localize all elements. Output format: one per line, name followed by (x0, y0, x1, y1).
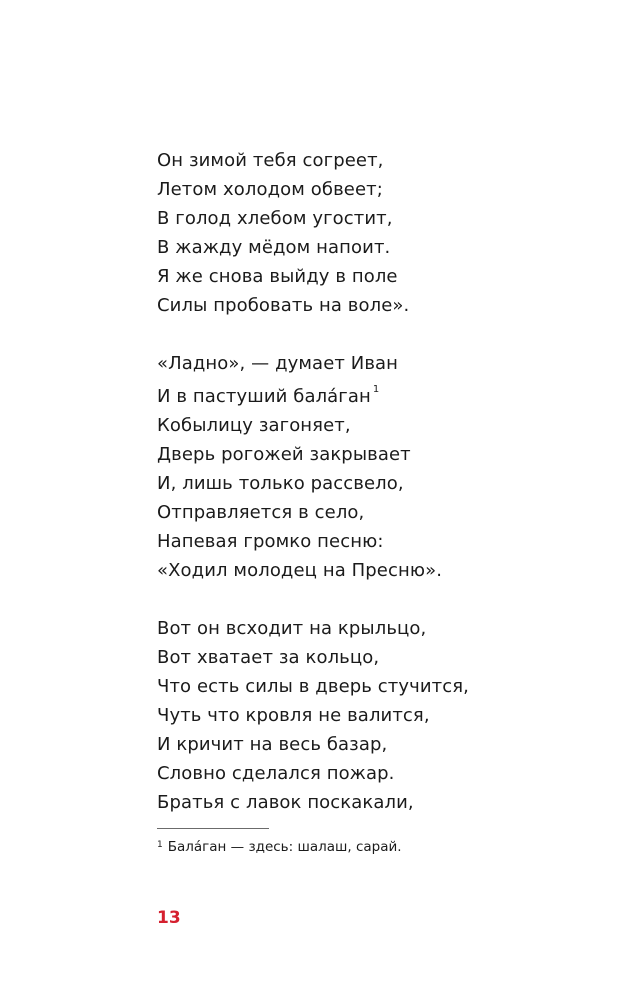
poem-line: «Ходил молодец на Пресню». (157, 560, 443, 581)
poem-line: Кобылицу загоняет, (157, 415, 351, 436)
poem-line: Вот он всходит на крыльцо, (157, 618, 427, 639)
poem-line: Напевая громко песню: (157, 531, 384, 552)
poem-line-with-footnote (157, 378, 597, 411)
footnote-divider (157, 828, 269, 829)
poem-line: Чуть что кровля не валится, (157, 705, 430, 726)
stanza-3 (157, 614, 597, 817)
poem-line: Летом холодом обвеет; (157, 179, 383, 200)
page-number: 13 (157, 908, 181, 928)
poem-line: Братья с лавок поскакали, (157, 792, 414, 813)
footnote-text: Бала́ган — здесь: шалаш, сарай. (167, 839, 402, 855)
poem-line: И кричит на весь базар, (157, 734, 388, 755)
footnote-mark: 1 (157, 840, 163, 850)
poem-line: Что есть силы в дверь стучится, (157, 676, 469, 697)
poem-line: Отправляется в село, (157, 502, 365, 523)
stanza-1 (157, 146, 597, 320)
poem-line: Дверь рогожей закрывает (157, 444, 411, 465)
poem-line: Я же снова выйду в поле (157, 266, 398, 287)
poem-line: И, лишь только рассвело, (157, 473, 404, 494)
poem-text (157, 146, 597, 817)
footnote (157, 837, 402, 859)
poem-line: Силы пробовать на воле». (157, 295, 410, 316)
poem-line: В жажду мёдом напоит. (157, 237, 391, 258)
poem-line: Вот хватает за кольцо, (157, 647, 380, 668)
poem-line: Он зимой тебя согреет, (157, 150, 384, 171)
footnote-reference: 1 (372, 384, 380, 395)
poem-line: В голод хлебом угостит, (157, 208, 393, 229)
stanza-2 (157, 349, 597, 585)
poem-line: Словно сделался пожар. (157, 763, 395, 784)
poem-line-text: И в пастуший бала́ган (157, 386, 371, 407)
poem-line: «Ладно», — думает Иван (157, 353, 399, 374)
